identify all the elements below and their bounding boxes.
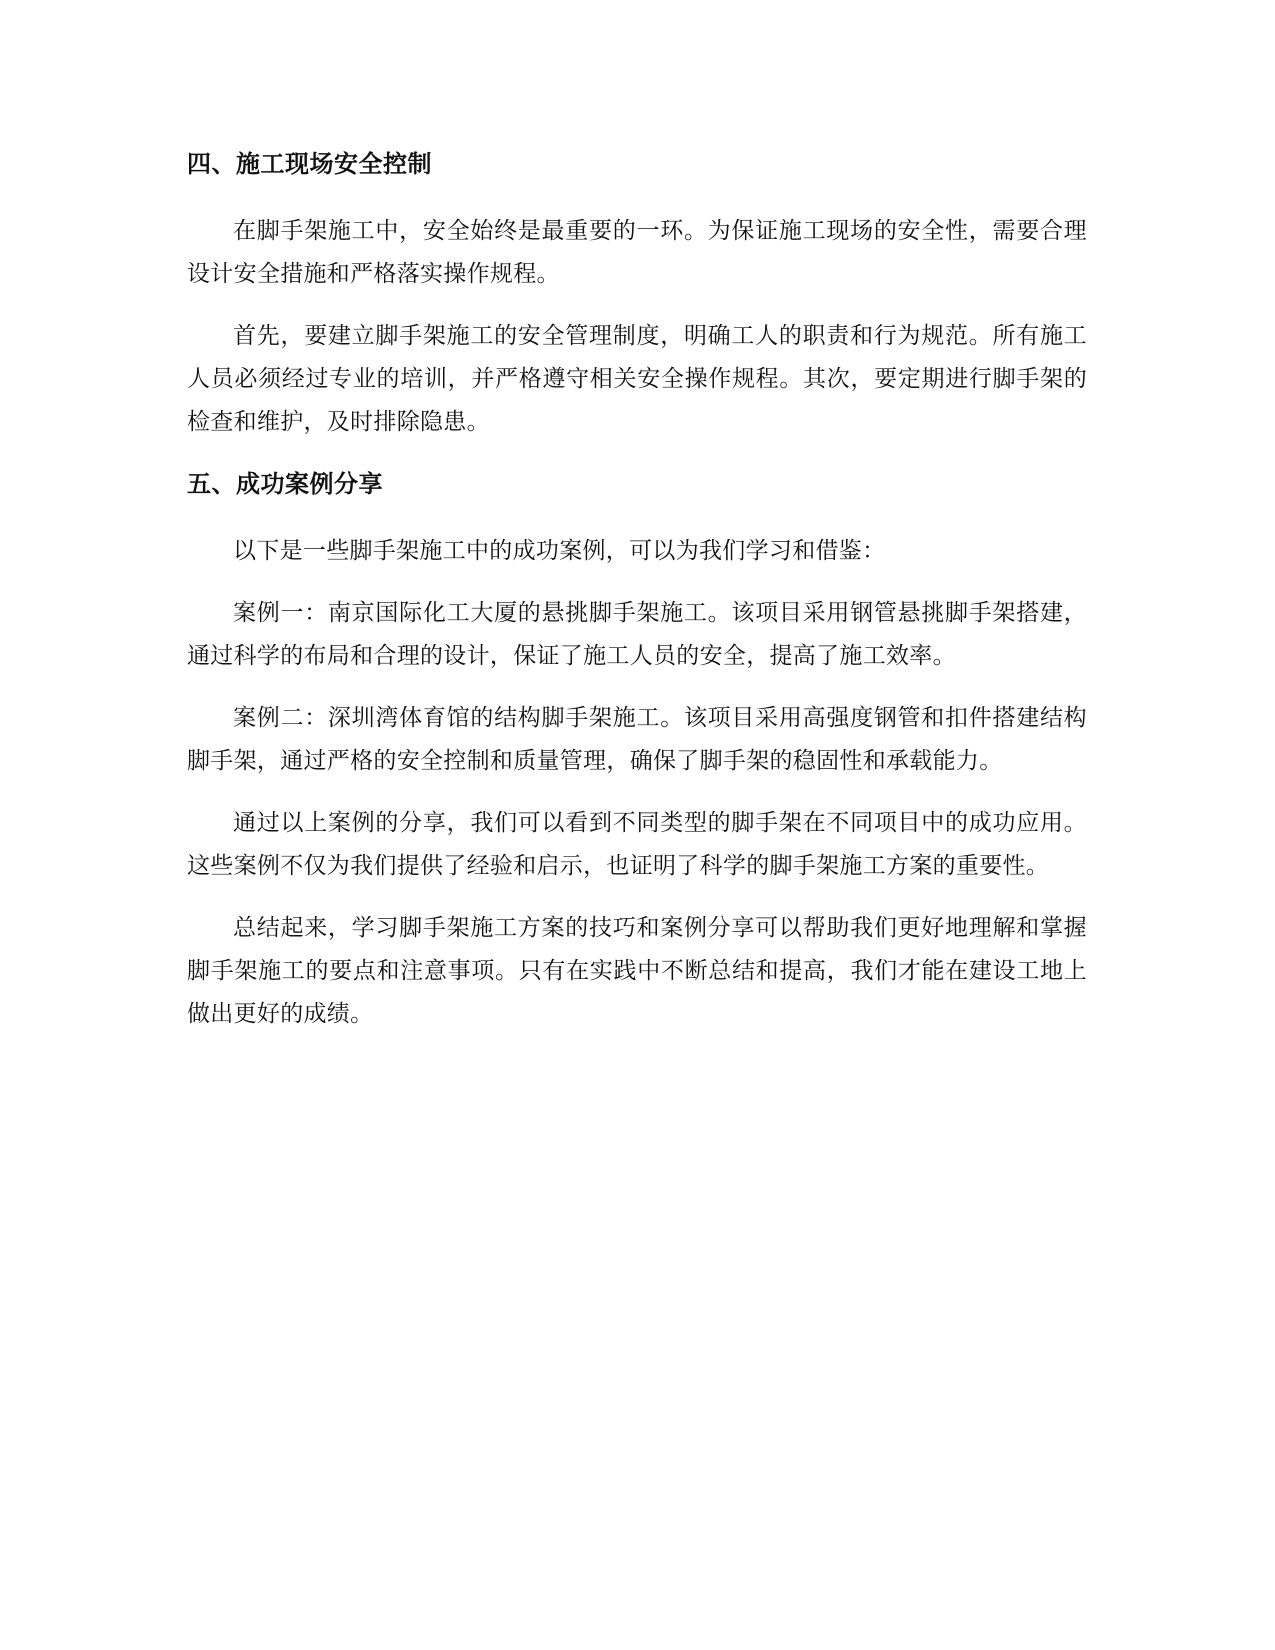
section-heading-safety-control: 四、施工现场安全控制 <box>187 150 432 178</box>
paragraph: 案例一：南京国际化工大厦的悬挑脚手架施工。该项目采用钢管悬挑脚手架搭建，通过科学的布局和合理的设计，保证了施工人员的安全，提高了施工效率。 <box>187 600 1087 669</box>
paragraph: 总结起来，学习脚手架施工方案的技巧和案例分享可以帮助我们更好地理解和掌握脚手架施工的要点和注意事项。只有在实践中不断总结和提高，我们才能在建设工地上做出更好的成绩。 <box>187 915 1087 1027</box>
paragraph: 首先，要建立脚手架施工的安全管理制度，明确工人的职责和行为规范。所有施工人员必须经过专业的培训，并严格遵守相关安全操作规程。其次，要定期进行脚手架的检查和维护，及时排除隐患。 <box>187 323 1087 435</box>
paragraph: 在脚手架施工中，安全始终是最重要的一环。为保证施工现场的安全性，需要合理设计安全措施和严格落实操作规程。 <box>187 218 1087 287</box>
paragraph: 以下是一些脚手架施工中的成功案例，可以为我们学习和借鉴： <box>233 538 886 564</box>
paragraph: 通过以上案例的分享，我们可以看到不同类型的脚手架在不同项目中的成功应用。这些案例不仅为我们提供了经验和启示，也证明了科学的脚手架施工方案的重要性。 <box>187 810 1087 879</box>
document-body <box>187 148 1087 1036</box>
section-heading-success-cases: 五、成功案例分享 <box>187 470 383 498</box>
paragraph: 案例二：深圳湾体育馆的结构脚手架施工。该项目采用高强度钢管和扣件搭建结构脚手架，通过严格的安全控制和质量管理，确保了脚手架的稳固性和承载能力。 <box>187 705 1087 774</box>
